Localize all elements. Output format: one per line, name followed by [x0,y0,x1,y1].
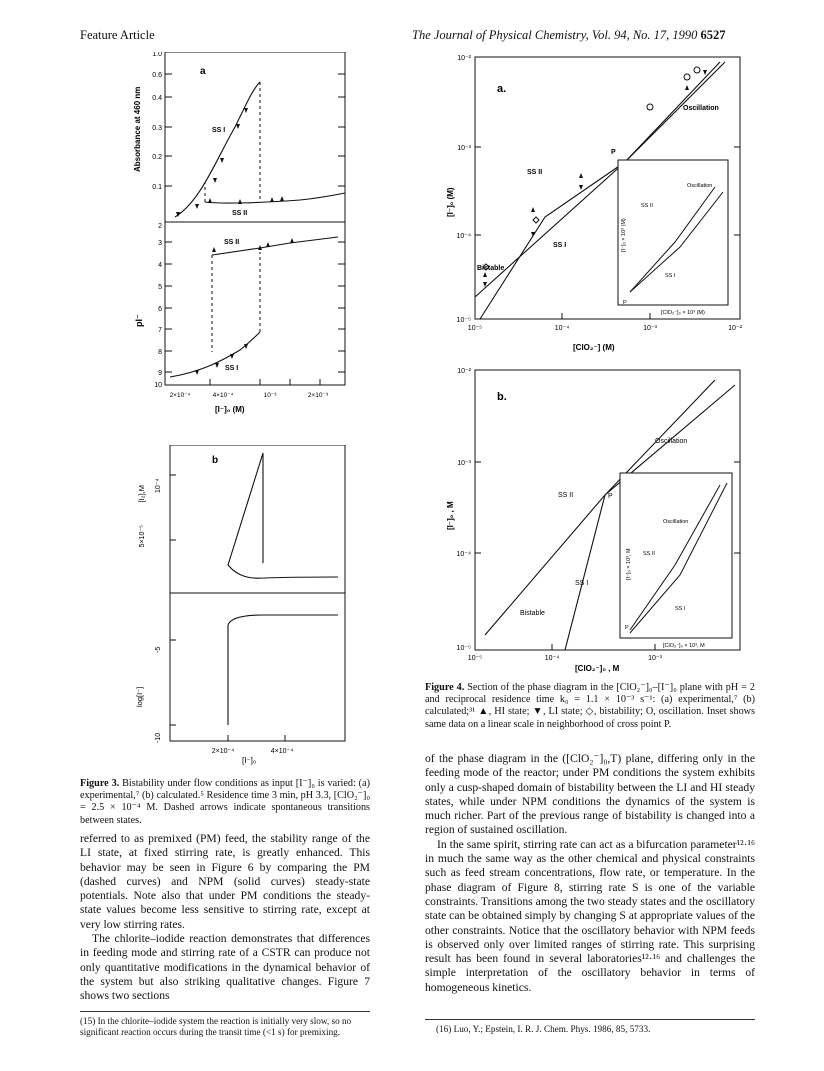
fig4a-panel-label: a. [497,83,507,95]
left-column-text [80,832,370,1004]
footnote-15: (15) In the chlorite–iodide system the reaction is initially very slow, so no significant reaction occurs during the transit time (<1 s) for premixing. [80,1016,352,1037]
fig3b-ytick: 5×10⁻⁵ [139,525,146,548]
fig3a-ytick: 0.1 [152,184,162,191]
fig4b-inset-frame [620,473,732,638]
fig3b-xtick: 4×10⁻⁴ [270,748,294,755]
fig4b-xtick: 10⁻⁵ [467,655,483,662]
fig3a-xtick: 2×10⁻³ [307,392,329,399]
fig4b-ytick: 10⁻² [457,368,471,375]
fig3a-ytick: 2 [158,223,162,230]
page-number: 6527 [700,28,726,42]
fig3a-xlabel: [I⁻]₀ (M) [215,405,245,414]
fig4a-xlabel: [ClO₂⁻] (M) [573,343,615,352]
figure4b-plot [425,365,755,675]
figure4-caption-text: Section of the phase diagram in the [ClO₂⁻]₀–[I⁻]₀ plane with pH = 2 and reciprocal residence time k₀ = 1.1 × 10⁻³ s⁻¹: (a) experimental,⁷ (b) calculated;³¹ ▲, HI state; ▼, LI state; ◇, bistability; O, oscillation. Inset shows same data on a linear scale in neighborhood of cross point P. [425,682,755,730]
fig3a-ytick: 0.4 [152,95,162,102]
figure4-caption [425,682,755,731]
fig4b-panel-label: b. [497,391,507,403]
fig4a-ytick: 10⁻⁵ [456,317,471,324]
fig3a-xtick: 2×10⁻⁴ [169,392,191,399]
fig4b-ytick: 10⁻⁵ [456,645,471,652]
fig3b-xlabel: [I⁻]₀ [242,756,257,765]
fig4a-ytick: 10⁻⁴ [456,233,471,240]
fig4b-label: SS I [575,580,589,587]
fig4a-ytick: 10⁻³ [457,145,471,152]
fig3a-label: SS II [232,210,248,217]
fig4b-inset-label: Oscillation [663,519,689,525]
fig4a-xtick: 10⁻⁴ [554,325,570,332]
fig3a-bottom-frame [165,222,345,385]
fig3a-ytick: 8 [158,349,162,356]
running-header-right [412,28,726,43]
fig3b-ytick: -5 [155,646,162,653]
fig4b-ytick: 10⁻³ [457,460,471,467]
figure3-caption-label: Figure 3. [80,778,120,789]
paragraph: of the phase diagram in the ([ClO₂⁻]₀,T) plane, differing only in the feeding mode of the reactor; under PM conditions the system exhibits only a cusp-shaped domain of bistability between the LI and HI steady states, while under NPM conditions the dynamics of the system is much richer. Part of the previous range of bistability is changed into a region of sustained oscillation. [425,752,755,837]
fig3a-ytick: 4 [158,262,162,269]
fig3a-label: SS I [212,127,226,134]
figure4-caption-label: Figure 4. [425,682,465,693]
fig4a-xtick: 10⁻² [728,325,742,332]
paragraph: In the same spirit, stirring rate can act as a bifurcation parameter¹²·¹⁶ in much the same way as the other chemical and physical constraints such as feed stream concentrations, flow rate, or temperature. In the phase diagram of Figure 8, stirring rate S is one of the variable constraints. Transitions among the two steady states and the oscillatory state can be obtained simply by changing S at appropriate values of the other constraints. Notice that the oscillatory behavior with NPM feeds is observed only over limited ranges of stirring rate. This surprising result has been found in several laboratories¹²·¹⁶ and challenges the simple interpretation of the oscillatory behavior in terms of homogeneous kinetics. [425,837,755,994]
fig3b-panel-label: b [212,455,219,466]
fig4b-label: Bistable [520,610,545,617]
figure3-caption [80,778,370,827]
fig3b-xtick: 2×10⁻⁴ [211,748,235,755]
fig4a-xtick: 10⁻⁵ [467,325,483,332]
fig3a-bottom-ylabel: pI⁻ [134,314,144,327]
figure4a-plot [425,52,755,357]
running-header-left: Feature Article [80,28,155,42]
fig4a-label: SS I [553,242,567,249]
fig4a-inset-frame [618,160,728,305]
fig3a-top-ylabel: Absorbance at 460 nm [133,86,142,172]
fig4a-xtick: 10⁻³ [643,325,657,332]
fig4b-label: SS II [558,492,574,499]
fig3b-ytick: 10⁻⁴ [155,478,162,493]
fig4b-xtick: 10⁻³ [648,655,662,662]
fig4a-inset-label: Oscillation [687,183,713,189]
fig3a-label: SS I [225,365,239,372]
fig4b-inset-label: SS I [675,606,686,612]
figure3b-plot [120,445,350,765]
fig3a-ytick: 5 [158,284,162,291]
fig4a-inset-ylabel: [I⁻]₀ × 10³ (M) [621,218,627,252]
paragraph: referred to as premixed (PM) feed, the stability range of the LI state, at fixed stirring rate, is greatly enhanced. This behavior may be seen in Figure 6 by comparing the PM (dashed curves) and NPM (solid curves) steady-state potentials. Note also that under PM conditions the steady-state values become less sensitive to stirring rate, except at very low stirring rates. [80,832,370,931]
footnote-16: (16) Luo, Y.; Epstein, I. R. J. Chem. Phys. 1986, 85, 5733. [436,1024,651,1034]
fig4b-ytick: 10⁻⁴ [456,551,471,558]
fig3a-xtick: 10⁻³ [263,392,277,399]
fig4b-inset-label: SS II [643,551,655,557]
footnote-rule [425,1019,755,1020]
fig4a-inset-label: SS I [665,273,676,279]
fig3a-ytick: 6 [158,306,162,313]
fig3a-ytick: 0.6 [152,72,162,79]
fig3a-ytick: 10 [154,382,162,389]
fig4a-label: SS II [527,169,543,176]
fig3a-ytick: 7 [158,327,162,334]
fig3a-ytick: 1.0 [152,52,162,58]
fig4b-inset-xlabel: [ClO₂⁻]₀ × 10³, M [663,643,705,649]
fig3b-ytick: -10 [155,732,162,743]
fig4b-inset-label: P [625,625,629,631]
fig4a-ytick: 10⁻² [457,55,471,62]
fig3a-xtick: 4×10⁻⁴ [212,392,234,399]
footnote-rule [80,1011,370,1012]
figure3-caption-text: Bistability under flow conditions as input [I⁻]₀ is varied: (a) experimental,⁷ (b) calculated.⁵ Residence time 3 min, pH 3.3, [ClO₂⁻]₀ = 2.5 × 10⁻⁴ M. Dashed arrows indicate spontaneous transitions between states. [80,778,370,826]
fig4b-ylabel: [I⁻]₀ , M [446,501,455,530]
right-column-text [425,752,755,995]
fig3a-top-frame [165,52,345,222]
fig3b-top-ylabel: [I₂],M [137,485,146,503]
fig3a-ytick: 0.2 [152,154,162,161]
fig4b-inset-ylabel: [I⁻]₀ × 10³, M [626,548,632,580]
fig4a-label: Oscillation [683,105,719,112]
fig4a-inset-label: SS II [641,203,653,209]
paragraph: The chlorite–iodide reaction demonstrates that differences in feeding mode and stirring rate of a CSTR can produce not only quantitative modifications in the dynamical behavior of the system but also striking qualitative changes. Figure 7 shows two sections [80,932,370,1003]
fig4b-xtick: 10⁻⁴ [544,655,560,662]
fig3b-bottom-ylabel: log[I⁻] [135,686,144,707]
fig3a-ytick: 0.3 [152,125,162,132]
fig4a-label: P [611,149,616,156]
fig4a-label: Bistable [477,265,505,272]
fig4b-label: P [608,493,613,500]
fig4b-label: Oscillation [655,438,688,445]
figure3a-plot [120,52,350,417]
fig3b-top-frame [170,445,345,593]
fig3a-ytick: 3 [158,240,162,247]
fig4a-ylabel: [I⁻]₀ (M) [446,187,455,217]
fig4a-inset-xlabel: [ClO₂⁻]₀ × 10³ (M) [661,310,705,316]
fig4b-xlabel: [ClO₂⁻]₀ , M [575,664,620,673]
fig3a-panel-label: a [200,66,206,77]
journal-citation: The Journal of Physical Chemistry, Vol. 94, No. 17, 1990 [412,28,698,42]
fig4a-inset-label: P [623,300,627,306]
fig3a-label: SS II [224,239,240,246]
fig3a-ytick: 9 [158,370,162,377]
